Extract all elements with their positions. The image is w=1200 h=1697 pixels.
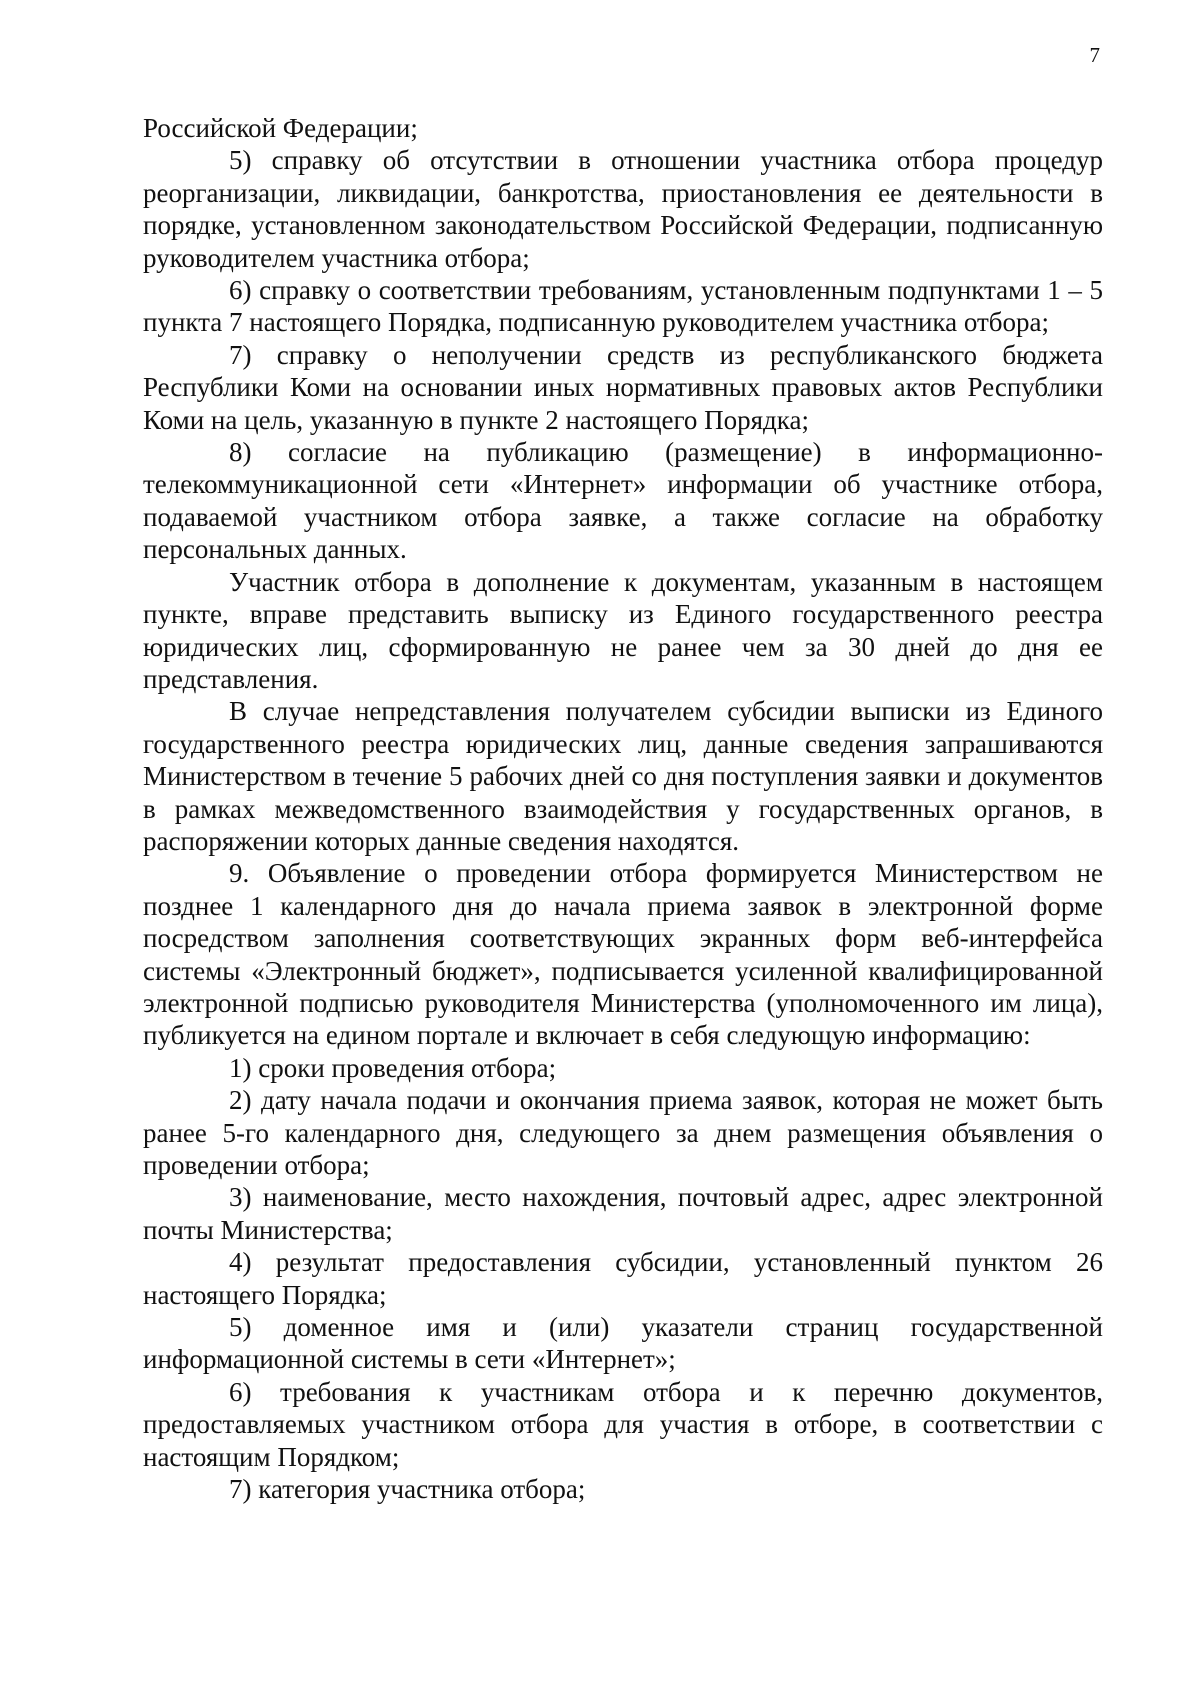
- paragraph-continuation: Российской Федерации;: [143, 113, 418, 143]
- paragraph-list-item-7: 7) категория участника отбора;: [229, 1474, 586, 1505]
- document-body: [143, 112, 1103, 1505]
- paragraph-list-item-5: 5) доменное имя и (или) указатели страниц государственной информационной системы в сети «Интернет»;: [143, 1312, 1103, 1375]
- paragraph-registry-request: В случае непредставления получателем субсидии выписки из Единого государственного реестра юридических лиц, данные сведения запрашиваются Министерством в течение 5 рабочих дней со дня поступления заявки и документов в рамках межведомственного взаимодействия у государственных органов, в распоряжении которых данные сведения находятся.: [143, 696, 1103, 856]
- paragraph-item-7-non-receipt-certificate: 7) справку о неполучении средств из республиканского бюджета Республики Коми на основании иных нормативных правовых актов Республики Коми на цель, указанную в пункте 2 настоящего Порядка;: [143, 339, 1103, 435]
- paragraph-list-item-2: 2) дату начала подачи и окончания приема заявок, которая не может быть ранее 5-го календарного дня, следующего за днем размещения объявления о проведении отбора;: [143, 1085, 1103, 1180]
- paragraph-list-item-6: 6) требования к участникам отбора и к перечню документов, предоставляемых участником отбора для участия в отборе, в соответствии с настоящим Порядком;: [143, 1376, 1103, 1472]
- paragraph-section-9-announcement: 9. Объявление о проведении отбора формируется Министерством не позднее 1 календарного дня до начала приема заявок в электронной форме посредством заполнения соответствующих экранных форм веб-интерфейса системы «Электронный бюджет», подписывается усиленной квалифицированной электронной подписью руководителя Министерства (уполномоченного им лица), публикуется на едином портале и включает в себя следующую информацию:: [143, 858, 1103, 1051]
- page-number: 7: [1089, 43, 1100, 67]
- paragraph-item-5-reorganization-certificate: 5) справку об отсутствии в отношении участника отбора процедур реорганизации, ликвидации, банкротства, приостановления ее деятельности в порядке, установленном законодательством Российской Федерации, подписанную руководителем участника отбора;: [143, 145, 1103, 273]
- paragraph-item-8-publication-consent: 8) согласие на публикацию (размещение) в информационно-телекоммуникационной сети «Интернет» информации об участнике отбора, подаваемой участником отбора заявке, а также согласие на обработку персональных данных.: [143, 437, 1103, 565]
- paragraph-item-6-compliance-certificate: 6) справку о соответствии требованиям, установленным подпунктами 1 – 5 пункта 7 настоящего Порядка, подписанную руководителем участника отбора;: [143, 275, 1103, 338]
- paragraph-list-item-4: 4) результат предоставления субсидии, установленный пунктом 26 настоящего Порядка;: [143, 1247, 1103, 1310]
- paragraph-list-item-1: 1) сроки проведения отбора;: [229, 1052, 557, 1083]
- paragraph-list-item-3: 3) наименование, место нахождения, почтовый адрес, адрес электронной почты Министерства;: [143, 1182, 1103, 1245]
- paragraph-registry-extract: Участник отбора в дополнение к документам, указанным в настоящем пункте, вправе представить выписку из Единого государственного реестра юридических лиц, сформированную не ранее чем за 30 дней до дня ее представления.: [143, 566, 1103, 694]
